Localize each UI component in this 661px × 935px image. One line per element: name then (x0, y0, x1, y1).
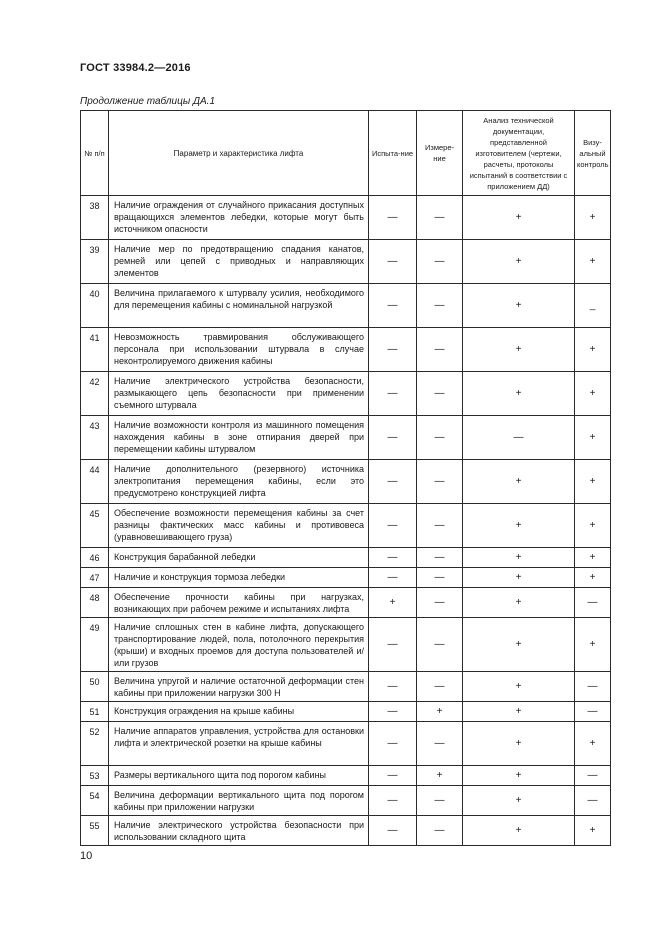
analysis-cell: + (463, 504, 575, 548)
analysis-cell: + (463, 240, 575, 284)
parameter-cell: Наличие электрического устройства безопасности, размыкающего цепь безопасности при применении съемного штурвала (109, 372, 369, 416)
row-number-cell: 48 (81, 588, 109, 618)
visual-check-cell: — (575, 702, 611, 722)
page-number: 10 (80, 850, 93, 862)
test-cell: — (369, 722, 417, 766)
column-header-num: № п/п (81, 111, 109, 196)
column-header-measure: Измере-ние (417, 111, 463, 196)
column-header-visual: Визу-альный контроль (575, 111, 611, 196)
test-cell: — (369, 416, 417, 460)
parameter-cell: Наличие сплошных стен в кабине лифта, допускающего транспортирование людей, пола, потолочного перекрытия (крыши) и входных проемов для доступа пользователей и/или грузов (109, 618, 369, 672)
parameter-cell: Конструкция барабанной лебедки (109, 548, 369, 568)
table-row (81, 196, 611, 240)
measure-cell: — (417, 786, 463, 816)
visual-check-cell: + (575, 504, 611, 548)
parameter-cell: Наличие дополнительного (резервного) источника электропитания перемещения кабины, если это предусмотрено конструкцией лифта (109, 460, 369, 504)
visual-check-cell: — (575, 766, 611, 786)
visual-check-cell: — (575, 786, 611, 816)
measure-cell: — (417, 372, 463, 416)
test-cell: — (369, 702, 417, 722)
parameter-cell: Наличие возможности контроля из машинного помещения нахождения кабины в зоне отпирания дверей при перемещении кабины штурвалом (109, 416, 369, 460)
parameter-cell: Величина деформации вертикального щита под порогом кабины при приложении нагрузки (109, 786, 369, 816)
test-cell: — (369, 240, 417, 284)
row-number-cell: 46 (81, 548, 109, 568)
test-cell: — (369, 548, 417, 568)
analysis-cell: + (463, 722, 575, 766)
parameter-cell: Наличие ограждения от случайного прикасания доступных вращающихся элементов лебедки, которые могут быть источником опасности (109, 196, 369, 240)
row-number-cell: 47 (81, 568, 109, 588)
test-cell: — (369, 284, 417, 328)
table-row (81, 240, 611, 284)
table-row (81, 568, 611, 588)
measure-cell: — (417, 416, 463, 460)
test-cell: — (369, 766, 417, 786)
document-standard-code: ГОСТ 33984.2—2016 (80, 62, 191, 74)
visual-check-cell: — (575, 588, 611, 618)
row-number-cell: 42 (81, 372, 109, 416)
table-row (81, 460, 611, 504)
measure-cell: — (417, 618, 463, 672)
visual-check-cell: — (575, 672, 611, 702)
table-row (81, 722, 611, 766)
row-number-cell: 38 (81, 196, 109, 240)
table-row (81, 816, 611, 846)
analysis-cell: + (463, 284, 575, 328)
visual-check-cell: + (575, 816, 611, 846)
test-cell: — (369, 816, 417, 846)
row-number-cell: 51 (81, 702, 109, 722)
table-row (81, 618, 611, 672)
table-row (81, 766, 611, 786)
table-row (81, 372, 611, 416)
table-row (81, 702, 611, 722)
analysis-cell: + (463, 548, 575, 568)
test-cell: — (369, 328, 417, 372)
table-row (81, 548, 611, 568)
row-number-cell: 49 (81, 618, 109, 672)
analysis-cell: + (463, 328, 575, 372)
parameter-cell: Конструкция ограждения на крыше кабины (109, 702, 369, 722)
analysis-cell: + (463, 618, 575, 672)
parameter-cell: Величина упругой и наличие остаточной деформации стен кабины при приложении нагрузки 300 Н (109, 672, 369, 702)
parameter-cell: Наличие и конструкция тормоза лебедки (109, 568, 369, 588)
visual-check-cell: + (575, 548, 611, 568)
visual-check-cell: + (575, 240, 611, 284)
measure-cell: + (417, 766, 463, 786)
analysis-cell: + (463, 816, 575, 846)
row-number-cell: 39 (81, 240, 109, 284)
measure-cell: — (417, 568, 463, 588)
requirements-table (80, 110, 611, 846)
measure-cell: — (417, 504, 463, 548)
visual-check-cell: + (575, 618, 611, 672)
visual-check-cell: + (575, 328, 611, 372)
table-row (81, 672, 611, 702)
table-row (81, 328, 611, 372)
analysis-cell: + (463, 786, 575, 816)
analysis-cell: + (463, 588, 575, 618)
parameter-cell: Наличие электрического устройства безопасности при использовании складного щита (109, 816, 369, 846)
parameter-cell: Невозможность травмирования обслуживающего персонала при использовании штурвала в случае неконтролируемого движения кабины (109, 328, 369, 372)
analysis-cell: + (463, 372, 575, 416)
test-cell: — (369, 504, 417, 548)
test-cell: — (369, 460, 417, 504)
measure-cell: — (417, 816, 463, 846)
row-number-cell: 54 (81, 786, 109, 816)
table-row (81, 284, 611, 328)
visual-check-cell: + (575, 568, 611, 588)
column-header-analysis: Анализ технической документации, представленной изготовителем (чертежи, расчеты, протоколы испытаний в соответствии с приложением ДД) (463, 111, 575, 196)
visual-check-cell: + (575, 196, 611, 240)
test-cell: — (369, 618, 417, 672)
test-cell: — (369, 672, 417, 702)
measure-cell: — (417, 460, 463, 504)
table-header-row (81, 111, 611, 196)
visual-check-cell: + (575, 460, 611, 504)
test-cell: — (369, 196, 417, 240)
measure-cell: — (417, 284, 463, 328)
row-number-cell: 41 (81, 328, 109, 372)
measure-cell: — (417, 328, 463, 372)
analysis-cell: — (463, 416, 575, 460)
table-row (81, 588, 611, 618)
measure-cell: — (417, 722, 463, 766)
parameter-cell: Обеспечение возможности перемещения кабины за счет разницы фактических масс кабины и противовеса (уравновешивающего груза) (109, 504, 369, 548)
analysis-cell: + (463, 460, 575, 504)
parameter-cell: Наличие аппаратов управления, устройства для остановки лифта и электрической розетки на крыше кабины (109, 722, 369, 766)
analysis-cell: + (463, 672, 575, 702)
visual-check-cell: + (575, 416, 611, 460)
measure-cell: — (417, 588, 463, 618)
measure-cell: — (417, 548, 463, 568)
analysis-cell: + (463, 568, 575, 588)
table-row (81, 786, 611, 816)
visual-check-cell: + (575, 722, 611, 766)
table-row (81, 416, 611, 460)
row-number-cell: 50 (81, 672, 109, 702)
analysis-cell: + (463, 702, 575, 722)
measure-cell: + (417, 702, 463, 722)
row-number-cell: 43 (81, 416, 109, 460)
row-number-cell: 55 (81, 816, 109, 846)
test-cell: — (369, 786, 417, 816)
row-number-cell: 45 (81, 504, 109, 548)
parameter-cell: Размеры вертикального щита под порогом кабины (109, 766, 369, 786)
measure-cell: — (417, 240, 463, 284)
parameter-cell: Обеспечение прочности кабины при нагрузках, возникающих при рабочем режиме и испытаниях лифта (109, 588, 369, 618)
visual-check-cell: _ (575, 284, 611, 328)
row-number-cell: 40 (81, 284, 109, 328)
analysis-cell: + (463, 766, 575, 786)
table-caption: Продолжение таблицы ДА.1 (80, 96, 216, 107)
parameter-cell: Наличие мер по предотвращению спадания канатов, ремней или цепей с приводных и направляющих элементов (109, 240, 369, 284)
row-number-cell: 52 (81, 722, 109, 766)
column-header-test: Испыта-ние (369, 111, 417, 196)
test-cell: — (369, 372, 417, 416)
test-cell: + (369, 588, 417, 618)
measure-cell: — (417, 196, 463, 240)
column-header-parameter: Параметр и характеристика лифта (109, 111, 369, 196)
table-row (81, 504, 611, 548)
visual-check-cell: + (575, 372, 611, 416)
measure-cell: — (417, 672, 463, 702)
row-number-cell: 53 (81, 766, 109, 786)
row-number-cell: 44 (81, 460, 109, 504)
parameter-cell: Величина прилагаемого к штурвалу усилия, необходимого для перемещения кабины с номинальной нагрузкой (109, 284, 369, 328)
test-cell: — (369, 568, 417, 588)
analysis-cell: + (463, 196, 575, 240)
